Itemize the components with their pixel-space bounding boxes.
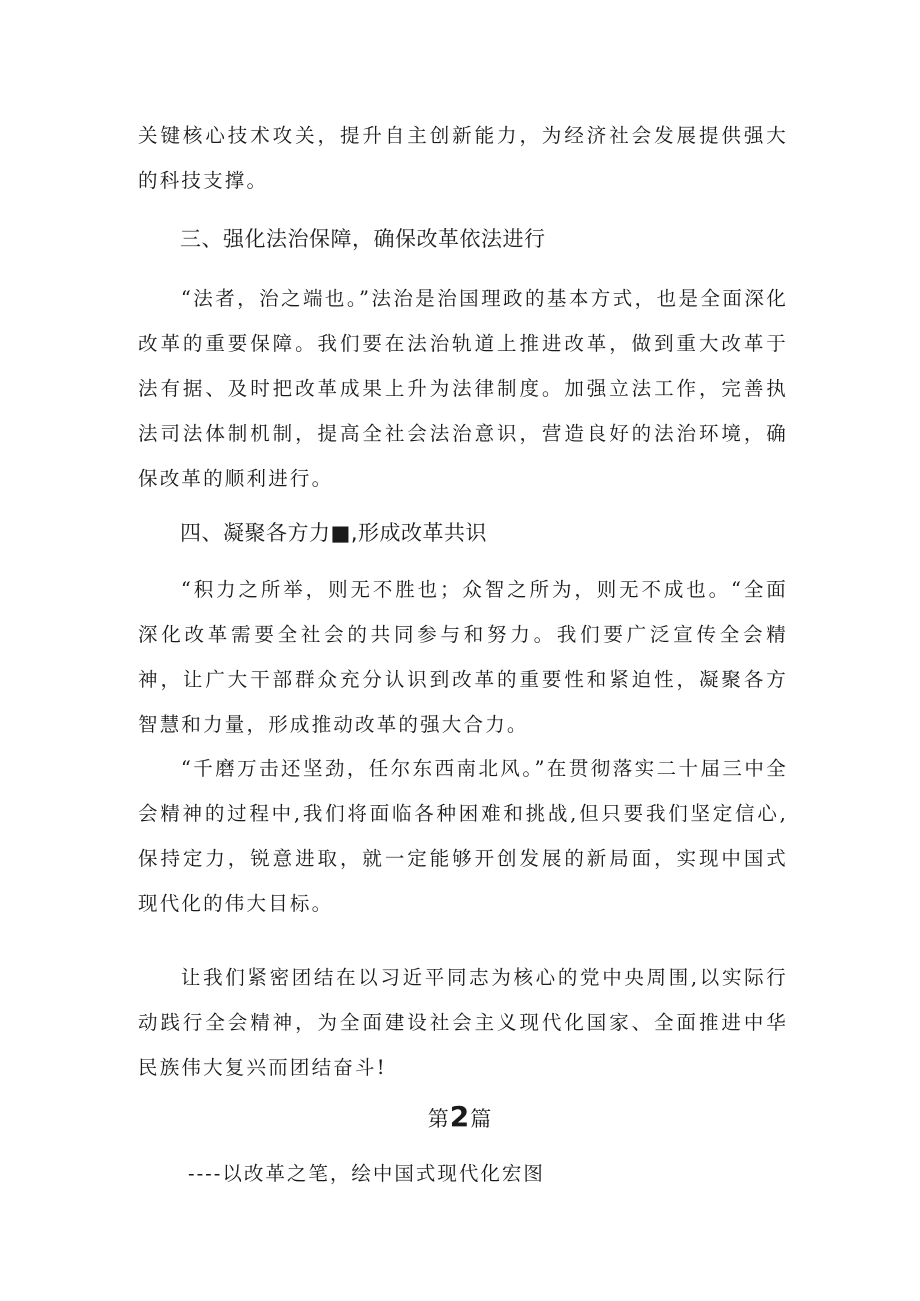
paragraph-continuation: 关键核心技术攻关，提升自主创新能力，为经济社会发展提供强大的科技支撑。 — [138, 124, 788, 192]
paragraph-consensus: “积力之所举，则无不胜也；众智之所为，则无不成也。“全面深化改革需要全社会的共同参与和努力。我们要广泛宣传全会精神，让广大干部群众充分认识到改革的重要性和紧迫性，凝聚各方智慧和力量，形成推动改革的强大合力。 — [138, 578, 788, 736]
article-title-suffix: 篇 — [470, 1107, 493, 1131]
article-number-title — [0, 1102, 920, 1134]
paragraph-rule-of-law: “法者，治之端也。”法治是治国理政的基本方式，也是全面深化改革的重要保障。我们要在法治轨道上推进改革，做到重大改革于法有据、及时把改革成果上升为法律制度。加强立法工作，完善执法司法体制机制，提高全社会法治意识，营造良好的法治环境，确保改革的顺利进行。 — [138, 287, 788, 490]
article-subtitle: ----以改革之笔，绘中国式现代化宏图 — [188, 1162, 545, 1185]
paragraph-closing: 让我们紧密团结在以习近平同志为核心的党中央周围,以实际行动践行全会精神，为全面建设社会主义现代化国家、全面推进中华民族伟大复兴而团结奋斗! — [138, 966, 788, 1079]
article-title-number: 2 — [449, 1100, 471, 1133]
paragraph-perseverance: “千磨万击还坚劲，任尔东西南北风。”在贯彻落实二十届三中全会精神的过程中,我们将面临各种困难和挑战,但只要我们坚定信心,保持定力，锐意进取，就一定能够开创发展的新局面，实现中国式现代化的伟大目标。 — [138, 757, 788, 915]
section-heading-3: 三、强化法治保障，确保改革依法进行 — [180, 227, 546, 251]
section-heading-4: 四、凝聚各方力■,形成改革共识 — [180, 521, 488, 545]
article-title-prefix: 第 — [427, 1107, 450, 1131]
